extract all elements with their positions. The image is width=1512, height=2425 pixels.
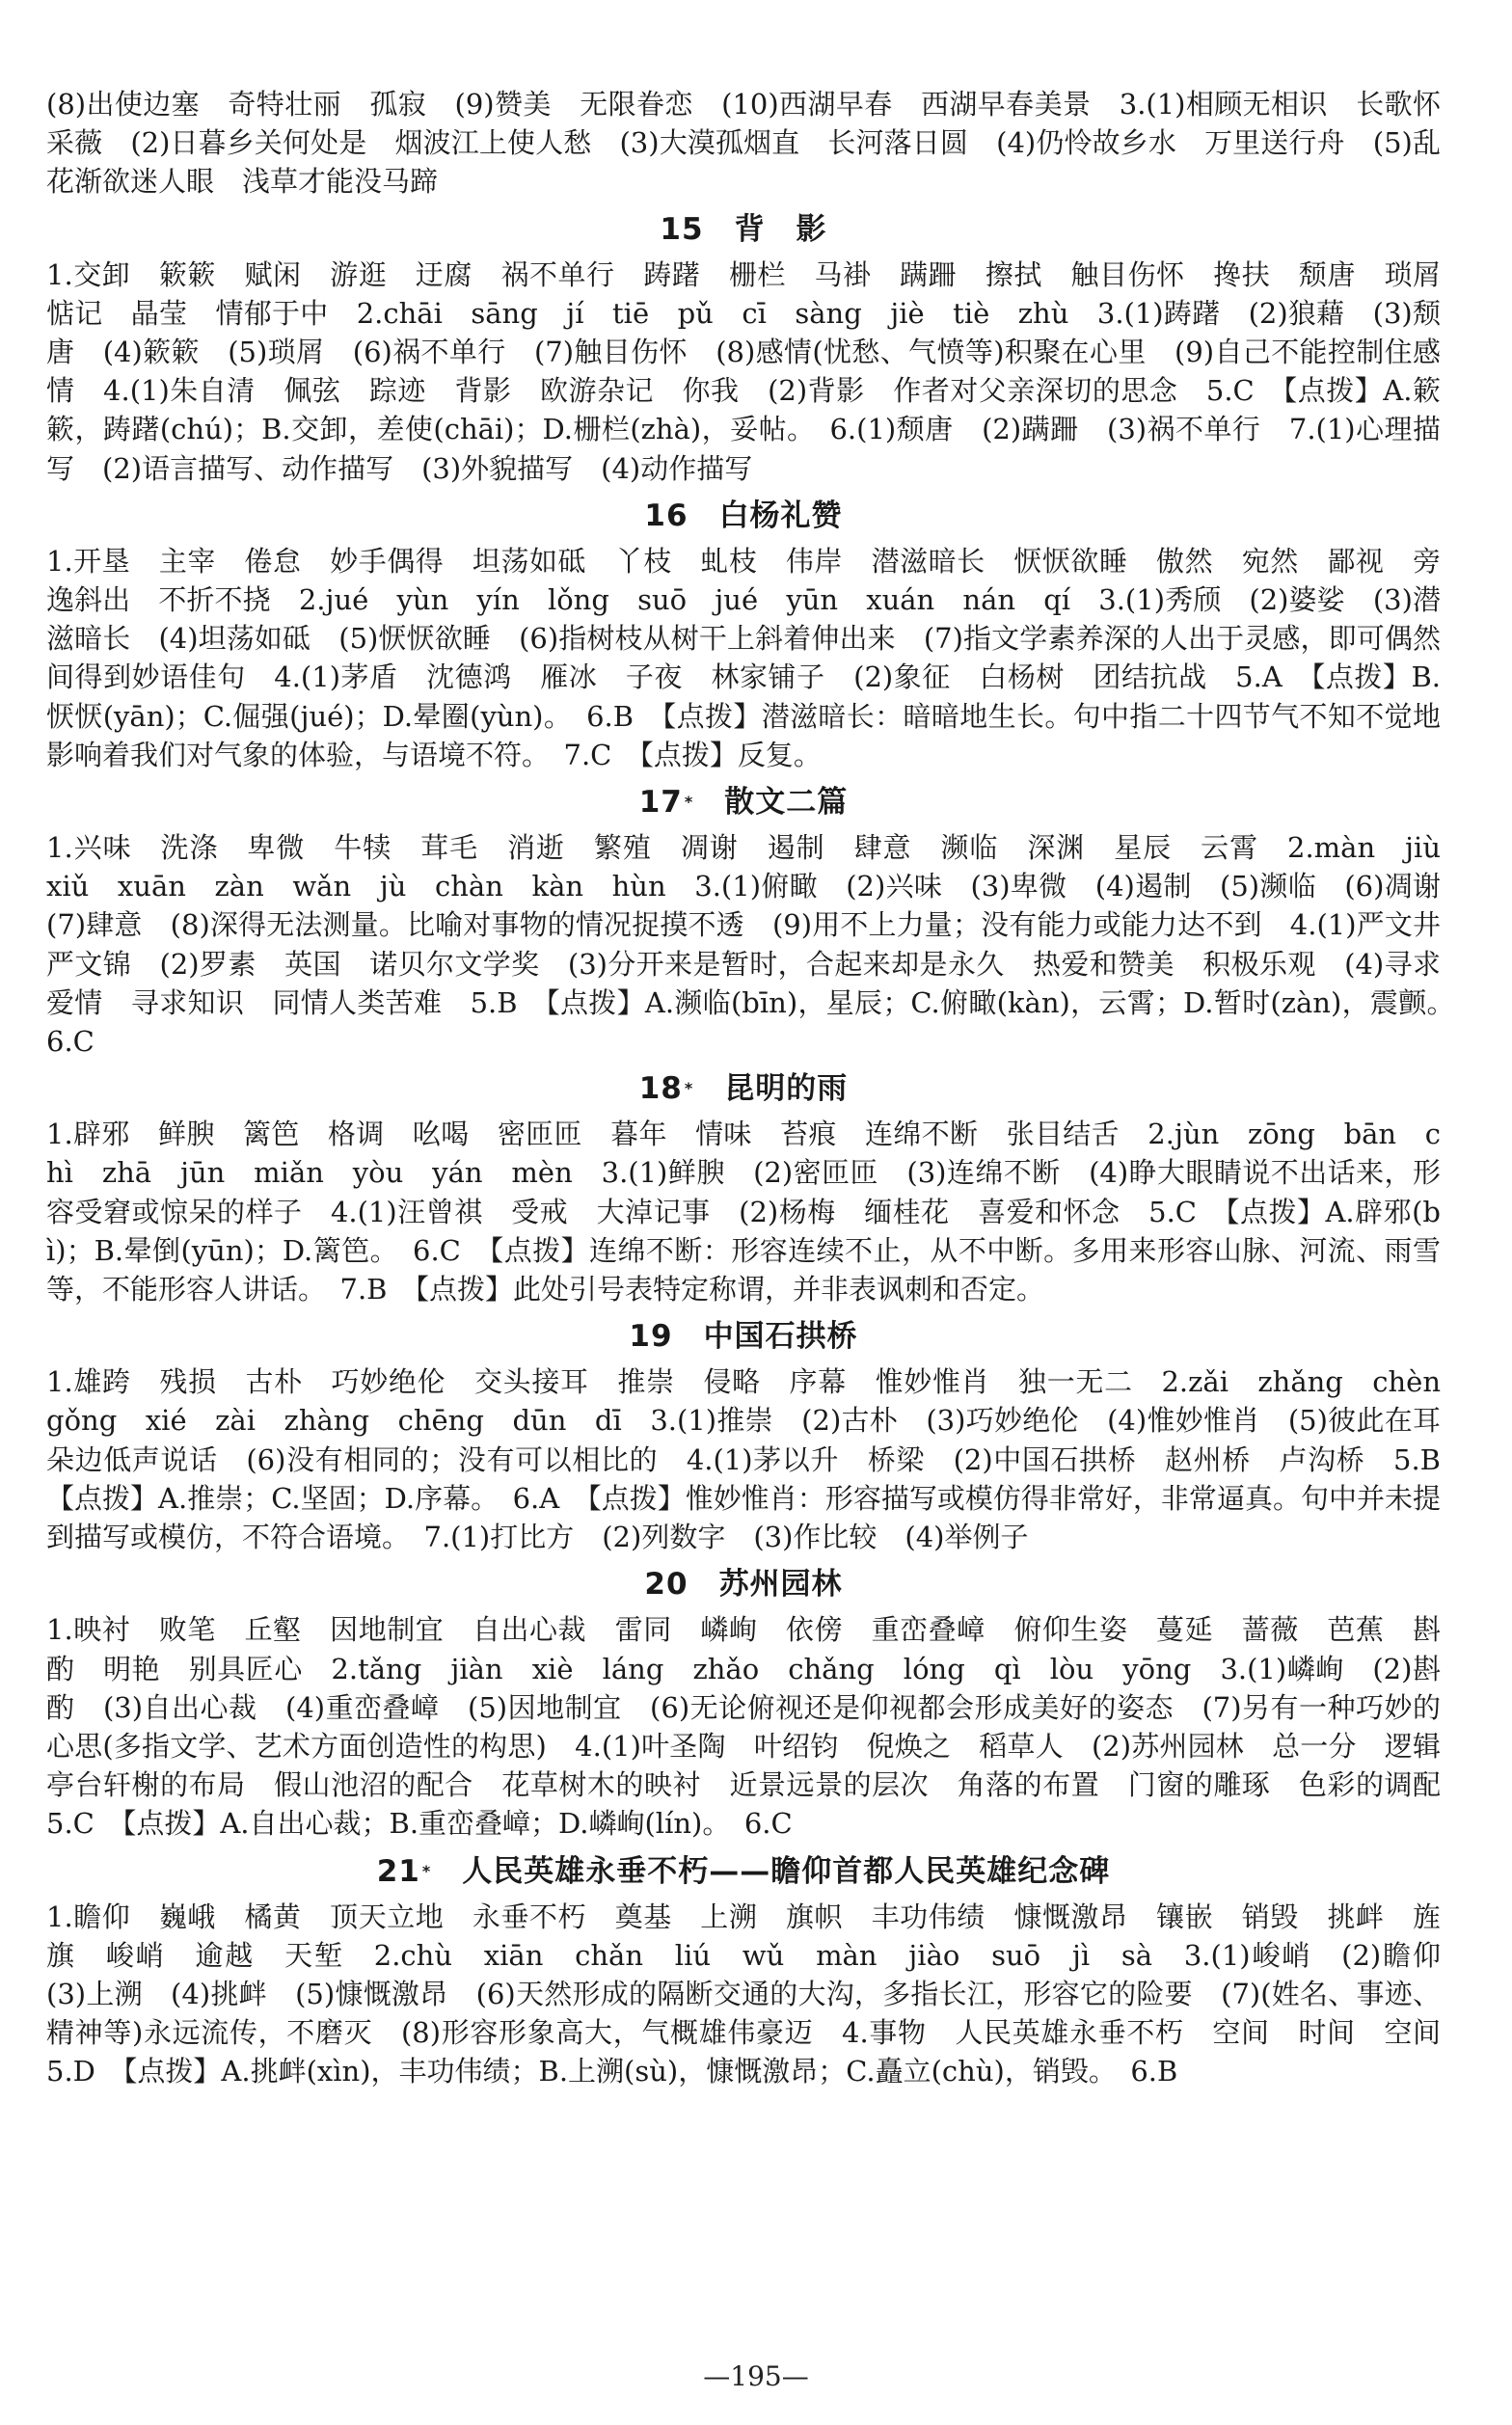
section-heading	[46, 1562, 1441, 1606]
section-16	[46, 494, 1441, 774]
section-heading	[46, 1066, 1441, 1111]
section-title: 白杨礼赞	[718, 498, 843, 533]
section-heading	[46, 207, 1441, 252]
section-number: 17	[638, 785, 683, 821]
section-18	[46, 1066, 1441, 1308]
section-answers: 1.辟邪 鲜腴 篱笆 格调 吆喝 密匝匝 暮年 情味 苔痕 连绵不断 张目结舌 2.jùn zōng bān chì zhā jūn miǎn yòu yán mèn 3.(1)鲜腴 (2)密匝匝 (3)连绵不断 (4)睁大眼睛说不出话来，形容受窘或惊呆的样子 4.(1)汪曾祺 受戒 大淖记事 (2)杨梅 缅桂花 喜爱和怀念 5.C 【点拨】A.辟邪(bì)；B.晕倒(yūn)；D.篱笆。 6.C 【点拨】连绵不断：形容连续不止，从不中断。多用来形容山脉、河流、雨雪等，不能形容人讲话。 7.B 【点拨】此处引号表特定称谓，并非表讽刺和否定。	[46, 1118, 1441, 1307]
section-title: 背 影	[734, 211, 827, 247]
section-answers: 1.兴味 洗涤 卑微 牛犊 茸毛 消逝 繁殖 凋谢 遏制 肆意 濒临 深渊 星辰 云霄 2.màn jiù xiǔ xuān zàn wǎn jù chàn kàn hùn 3.(1)俯瞰 (2)兴味 (3)卑微 (4)遏制 (5)濒临 (6)凋谢 (7)肆意 (8)深得无法测量。比喻对事物的情况捉摸不透 (9)用不上力量；没有能力或能力达不到 4.(1)严文井 严文锦 (2)罗素 英国 诺贝尔文学奖 (3)分开来是暂时，合起来却是永久 热爱和赞美 积极乐观 (4)寻求爱情 寻求知识 同情人类苦难 5.B 【点拨】A.濒临(bīn)，星辰；C.俯瞰(kàn)，云霄；D.暂时(zàn)，震颤。 6.C	[46, 831, 1470, 1059]
section-number: 18	[638, 1071, 683, 1107]
page-number: —195—	[703, 2360, 809, 2392]
section-number: 15	[660, 211, 704, 247]
section-title: 人民英雄永垂不朽——瞻仰首都人民英雄纪念碑	[462, 1853, 1111, 1889]
section-title: 昆明的雨	[724, 1071, 849, 1107]
section-title: 中国石拱桥	[703, 1319, 858, 1355]
section-answers: 1.开垦 主宰 倦怠 妙手偶得 坦荡如砥 丫枝 虬枝 伟岸 潜滋暗长 恹恹欲睡 傲然 宛然 鄙视 旁逸斜出 不折不挠 2.jué yùn yín lǒng suō jué yūn xuán nán qí 3.(1)秀颀 (2)婆娑 (3)潜滋暗长 (4)坦荡如砥 (5)恹恹欲睡 (6)指树枝从树干上斜着伸出来 (7)指文学素养深的人出于灵感，即可偶然间得到妙语佳句 4.(1)茅盾 沈德鸿 雁冰 子夜 林家铺子 (2)象征 白杨树 团结抗战 5.A 【点拨】B.恹恹(yān)；C.倔强(jué)；D.晕圈(yùn)。 6.B 【点拨】潜滋暗长：暗暗地生长。句中指二十四节气不知不觉地影响着我们对气象的体验，与语境不符。 7.C 【点拨】反复。	[46, 544, 1441, 771]
section-heading	[46, 1849, 1441, 1894]
section-heading	[46, 780, 1441, 824]
section-19	[46, 1314, 1470, 1556]
section-number: 20	[644, 1567, 688, 1603]
section-21	[46, 1849, 1470, 2091]
section-20	[46, 1562, 1470, 1843]
intro-paragraph: (8)出使边塞 奇特壮丽 孤寂 (9)赞美 无限眷恋 (10)西湖早春 西湖早春美景 3.(1)相顾无相识 长歌怀采薇 (2)日暮乡关何处是 烟波江上使人愁 (3)大漠孤烟直 长河落日圆 (4)仍怜故乡水 万里送行舟 (5)乱花渐欲迷人眼 浅草才能没马蹄	[46, 88, 1441, 199]
answer-page	[46, 85, 1470, 2091]
section-heading	[46, 494, 1441, 538]
section-answers: 1.交卸 簌簌 赋闲 游逛 迂腐 祸不单行 踌躇 栅栏 马褂 蹒跚 擦拭 触目伤怀 搀扶 颓唐 琐屑 惦记 晶莹 情郁于中 2.chāi sāng jí tiē pǔ cī sàng jiè tiè zhù 3.(1)踌躇 (2)狼藉 (3)颓唐 (4)簌簌 (5)琐屑 (6)祸不单行 (7)触目伤怀 (8)感情(忧愁、气愤等)积聚在心里 (9)自己不能控制住感情 4.(1)朱自清 佩弦 踪迹 背影 欧游杂记 你我 (2)背影 作者对父亲深切的思念 5.C 【点拨】A.簌簌，踌躇(chú)；B.交卸，差使(chāi)；D.栅栏(zhà)，妥帖。 6.(1)颓唐 (2)蹒跚 (3)祸不单行 7.(1)心理描写 (2)语言描写、动作描写 (3)外貌描写 (4)动作描写	[46, 257, 1470, 485]
optional-star: *	[421, 1861, 432, 1880]
section-answers: 1.映衬 败笔 丘壑 因地制宜 自出心裁 雷同 嶙峋 依傍 重峦叠嶂 俯仰生姿 蔓延 蔷薇 芭蕉 斟酌 明艳 别具匠心 2.tǎng jiàn xiè láng zhǎo chǎng lóng qì lòu yōng 3.(1)嶙峋 (2)斟酌 (3)自出心裁 (4)重峦叠嶂 (5)因地制宜 (6)无论俯视还是仰视都会形成美好的姿态 (7)另有一种巧妙的心思(多指文学、艺术方面创造性的构思) 4.(1)叶圣陶 叶绍钧 倪焕之 稻草人 (2)苏州园林 总一分 逻辑 亭台轩榭的布局 假山池沼的配合 花草树木的映衬 近景远景的层次 角落的布置 门窗的雕琢 色彩的调配 5.C 【点拨】A.自出心裁；B.重峦叠嶂；D.嶙峋(lín)。 6.C	[46, 1613, 1470, 1841]
section-number: 16	[644, 498, 688, 533]
optional-star: *	[684, 793, 694, 812]
section-17	[46, 780, 1470, 1061]
optional-star: *	[684, 1079, 694, 1098]
section-number: 21	[376, 1853, 420, 1889]
section-heading	[46, 1314, 1441, 1359]
section-answers: 1.雄跨 残损 古朴 巧妙绝伦 交头接耳 推崇 侵略 序幕 惟妙惟肖 独一无二 2.zǎi zhǎng chèn gǒng xié zài zhàng chēng dūn dī 3.(1)推崇 (2)古朴 (3)巧妙绝伦 (4)惟妙惟肖 (5)彼此在耳朵边低声说话 (6)没有相同的；没有可以相比的 4.(1)茅以升 桥梁 (2)中国石拱桥 赵州桥 卢沟桥 5.B 【点拨】A.推崇；C.坚固；D.序幕。 6.A 【点拨】惟妙惟肖：形容描写或模仿得非常好，非常逼真。句中并未提到描写或模仿，不符合语境。 7.(1)打比方 (2)列数字 (3)作比较 (4)举例子	[46, 1365, 1470, 1554]
section-15	[46, 207, 1470, 488]
section-title: 散文二篇	[724, 785, 849, 821]
section-answers: 1.瞻仰 巍峨 橘黄 顶天立地 永垂不朽 奠基 上溯 旗帜 丰功伟绩 慷慨激昂 镶嵌 销毁 挑衅 旌旗 峻峭 逾越 天堑 2.chù xiān chǎn liú wǔ màn jiào suō jì sà 3.(1)峻峭 (2)瞻仰 (3)上溯 (4)挑衅 (5)慷慨激昂 (6)天然形成的隔断交通的大沟，多指长江，形容它的险要 (7)(姓名、事迹、精神等)永远流传，不磨灭 (8)形容形象高大，气概雄伟豪迈 4.事物 人民英雄永垂不朽 空间 时间 空间 5.D 【点拨】A.挑衅(xìn)，丰功伟绩；B.上溯(sù)，慷慨激昂；C.矗立(chù)，销毁。 6.B	[46, 1900, 1470, 2088]
section-number: 19	[629, 1319, 673, 1355]
section-title: 苏州园林	[718, 1567, 843, 1603]
